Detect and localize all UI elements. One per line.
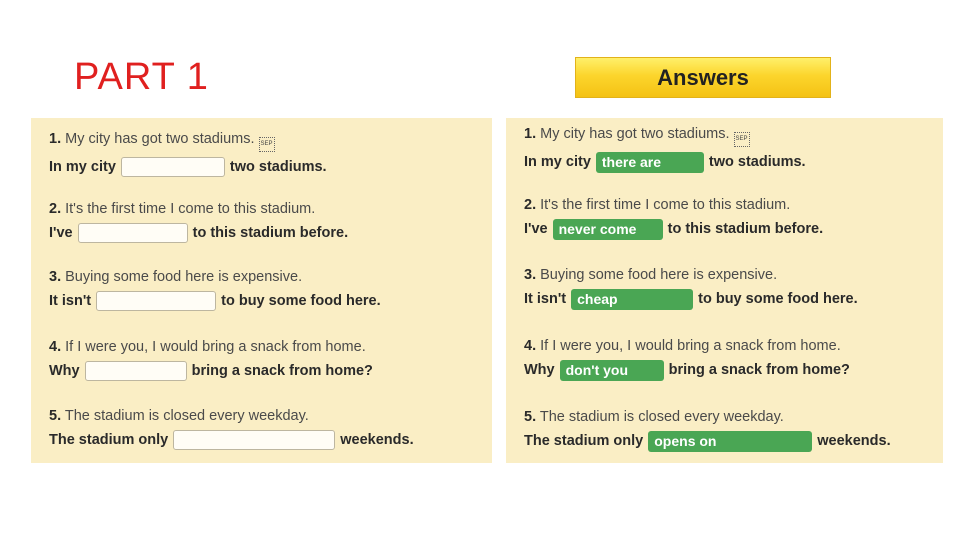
prefix-text: The stadium only <box>49 432 169 448</box>
item-number: 4. <box>49 339 62 355</box>
exercise-panel <box>31 118 492 463</box>
exercise-item-4 <box>49 338 486 382</box>
suffix-text: to buy some food here. <box>221 293 381 309</box>
question-text: If I were you, I would bring a snack from home. <box>540 338 841 354</box>
question-text: The stadium is closed every weekday. <box>539 409 784 425</box>
item-number: 5. <box>49 408 62 424</box>
prefix-text: The stadium only <box>524 433 644 449</box>
prefix-text: I've <box>49 225 73 241</box>
prefix-text: It isn't <box>49 293 92 309</box>
suffix-text: two stadiums. <box>229 159 327 175</box>
rewrite-line <box>49 360 486 382</box>
answer-item-3 <box>524 266 937 310</box>
answer-fill: cheap <box>571 289 693 310</box>
item-number: 3. <box>49 269 62 285</box>
suffix-text: bring a snack from home? <box>191 363 373 379</box>
suffix-text: bring a snack from home? <box>668 362 850 378</box>
suffix-text: to this stadium before. <box>192 225 349 241</box>
suffix-text: weekends. <box>817 433 891 449</box>
answers-panel <box>506 118 943 463</box>
exercise-item-3 <box>49 268 486 312</box>
question-sentence <box>49 338 486 356</box>
answer-fill: don't you <box>560 360 664 381</box>
exercise-item-1 <box>49 130 486 178</box>
answer-item-2 <box>524 196 937 240</box>
question-sentence <box>49 407 486 425</box>
rewrite-line <box>524 359 937 381</box>
suffix-text: to buy some food here. <box>698 291 858 307</box>
question-sentence <box>49 130 486 152</box>
answer-item-4 <box>524 337 937 381</box>
question-text: It's the first time I come to this stadium. <box>65 201 316 217</box>
page-title: PART 1 <box>74 56 209 98</box>
suffix-text: to this stadium before. <box>667 221 824 237</box>
question-text: My city has got two stadiums. <box>540 126 730 142</box>
answer-blank[interactable] <box>96 291 216 311</box>
exercise-item-2 <box>49 200 486 244</box>
item-number: 2. <box>524 197 537 213</box>
prefix-text: Why <box>524 362 555 378</box>
question-sentence <box>49 200 486 218</box>
rewrite-line <box>524 288 937 310</box>
item-number: 1. <box>49 131 62 147</box>
answer-item-1 <box>524 125 937 173</box>
prefix-text: In my city <box>524 154 591 170</box>
answer-fill: never come <box>553 219 663 240</box>
question-text: It's the first time I come to this stadium. <box>540 197 791 213</box>
question-sentence <box>524 125 937 147</box>
answer-item-5 <box>524 408 937 452</box>
prefix-text: In my city <box>49 159 116 175</box>
item-number: 1. <box>524 126 537 142</box>
question-text: Buying some food here is expensive. <box>65 269 303 285</box>
answer-fill: there are <box>596 152 704 173</box>
question-sentence <box>49 268 486 286</box>
question-sentence <box>524 337 937 355</box>
answer-blank[interactable] <box>121 157 225 177</box>
answer-blank[interactable] <box>85 361 187 381</box>
question-text: My city has got two stadiums. <box>65 131 255 147</box>
prefix-text: It isn't <box>524 291 567 307</box>
rewrite-line <box>49 222 486 244</box>
item-number: 3. <box>524 267 537 283</box>
answers-button[interactable]: Answers <box>575 57 831 98</box>
question-text: The stadium is closed every weekday. <box>64 408 309 424</box>
rewrite-line <box>49 156 486 178</box>
prefix-text: Why <box>49 363 80 379</box>
rewrite-line <box>524 430 937 452</box>
suffix-text: weekends. <box>340 432 414 448</box>
question-sentence <box>524 408 937 426</box>
rewrite-line <box>524 218 937 240</box>
question-text: If I were you, I would bring a snack from home. <box>65 339 366 355</box>
question-sentence <box>524 196 937 214</box>
question-sentence <box>524 266 937 284</box>
question-text: Buying some food here is expensive. <box>540 267 778 283</box>
exercise-item-5 <box>49 407 486 451</box>
answer-fill: opens on <box>648 431 812 452</box>
item-number: 5. <box>524 409 537 425</box>
rewrite-line <box>49 429 486 451</box>
sep-mark: SEP <box>734 132 750 147</box>
answer-blank[interactable] <box>78 223 188 243</box>
suffix-text: two stadiums. <box>708 154 806 170</box>
prefix-text: I've <box>524 221 548 237</box>
answer-blank[interactable] <box>173 430 335 450</box>
sep-mark: SEP <box>259 137 275 152</box>
item-number: 2. <box>49 201 62 217</box>
item-number: 4. <box>524 338 537 354</box>
rewrite-line <box>49 290 486 312</box>
rewrite-line <box>524 151 937 173</box>
